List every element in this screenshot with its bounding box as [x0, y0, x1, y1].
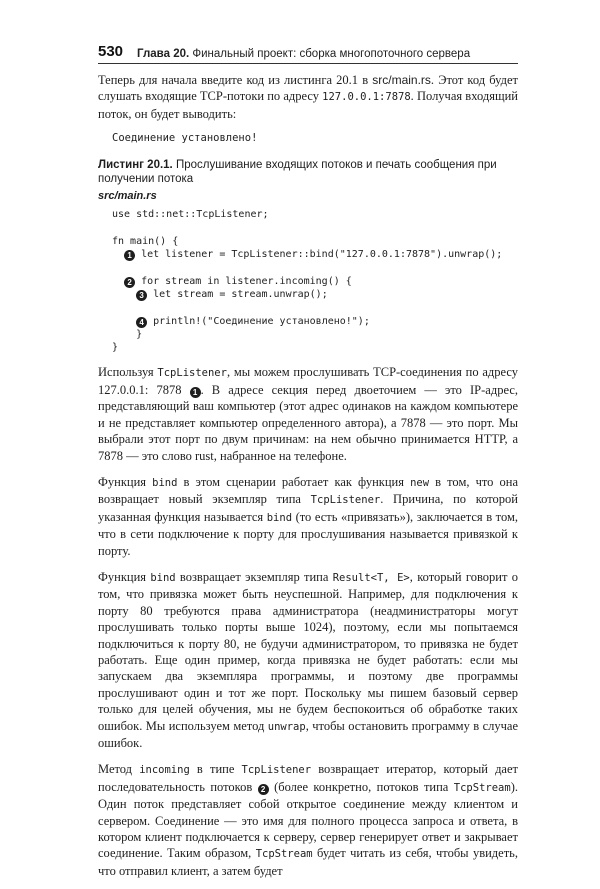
chapter-heading: [137, 48, 470, 60]
marker-2-icon: 2: [124, 277, 135, 288]
text: . Этот код будет слушать входящие TCP-потоки по адресу: [98, 73, 518, 104]
text: в типе: [189, 762, 242, 777]
text: Метод: [98, 762, 140, 777]
inline-code: new: [410, 476, 430, 489]
text: . В адресе секция перед двоеточием — это IP-адрес, представляющий ваш компьютер (этот адрес одинаков на каждом компьютере и не представляет компьютер определенного автора), а 7878 — это порт. Мы выбрали этот порт по двум причинам: на нем обычно принимается HTTP, а 7878 — это слово rust, набранное на телефоне.: [98, 382, 518, 463]
paragraph-intro: [98, 72, 518, 122]
marker-1-icon: 1: [124, 250, 135, 261]
inline-code: Result<T, E>: [332, 571, 410, 584]
inline-code: incoming: [139, 764, 190, 777]
text: , чтобы остановить программу в случае ошибок.: [98, 718, 518, 751]
listing-label: Листинг 20.1.: [98, 159, 173, 172]
listing-title: Прослушивание входящих потоков и печать сообщения при получении потока: [98, 159, 497, 186]
program-output: Соединение установлено!: [112, 132, 258, 145]
paragraph-incoming: [98, 761, 518, 879]
code-line: [112, 289, 328, 300]
paragraph-tcplistener: [98, 364, 518, 463]
marker-2-icon: 2: [258, 784, 269, 795]
inline-code: bind: [152, 476, 178, 489]
marker-1-icon: 1: [190, 387, 201, 398]
code-text: println!("Соединение установлено!");: [147, 315, 370, 327]
inline-code: TcpStream: [255, 848, 313, 861]
code-text: }: [112, 342, 119, 354]
code-line: [112, 329, 142, 340]
code-line: [112, 249, 502, 260]
inline-code: bind: [266, 511, 293, 524]
text: , который говорит о том, что привязка может быть неуспешной. Например, для подключения к порту 80 требуются права администратора (неадминистраторы могут прослушивать только порты выше 1024), поэтому, если мы попытаемся подключиться к порту 80, не будучи администратором, то привязка не будет работать. Еще один пример, когда привязка не будет работать: если мы запускаем два экземпляра программы, и поэтому две программы прослушивают один и тот же порт. Поскольку мы пишем базовый сервер только для целей обучения, мы не будем беспокоиться об обработке таких ошибок. Мы используем метод: [98, 569, 518, 733]
code-text: fn main() {: [112, 235, 179, 247]
code-text: }: [112, 328, 143, 340]
inline-code: bind: [150, 571, 176, 584]
marker-3-icon: 3: [136, 290, 147, 301]
paragraph-bind: [98, 474, 518, 559]
inline-code: TcpListener: [157, 367, 227, 380]
text: (то есть «привязать»), заключается в том, что в сети подключение к порту для прослушивания называется привязкой к порту.: [98, 509, 519, 558]
inline-code: TcpListener: [241, 764, 312, 777]
inline-code: TcpStream: [453, 781, 511, 794]
text: Функция: [98, 569, 151, 584]
running-header: [98, 38, 518, 64]
inline-code: 127.0.0.1:7878: [322, 91, 411, 104]
inline-code: TcpListener: [310, 494, 381, 507]
text: возвращает экземпляр типа: [175, 569, 333, 584]
code-text: let stream = stream.unwrap();: [147, 289, 328, 300]
text: будет читать из себя, чтобы увидеть, что отправил клиент, а затем будет: [98, 846, 518, 878]
code-line: [112, 276, 352, 287]
paragraph-result: [98, 569, 518, 751]
code-text: for stream in listener.incoming() {: [135, 275, 352, 287]
text: . Получая входящий поток, он будет выводить:: [98, 89, 518, 121]
text: Функция: [98, 474, 153, 489]
text: возвращает итератор, который дает последовательность потоков: [98, 762, 518, 794]
text: ). Один поток представляет собой открытое соединение между клиентом и сервером. Соединение — это имя для полного процесса запроса и ответа, в котором клиент подключается к серверу, сервер генерирует ответ и закрывает соединение. Таким образом,: [98, 779, 518, 861]
text: в том, что она возвращает новый экземпляр типа: [98, 474, 518, 507]
code-text: let listener = TcpListener::bind("127.0.0.1:7878").unwrap();: [135, 249, 503, 261]
code-line: [112, 236, 178, 247]
code-line: [112, 342, 118, 353]
text: Используя: [98, 365, 158, 380]
text: (более конкретно, потоков типа: [268, 779, 454, 794]
chapter-label: Глава 20.: [137, 48, 190, 60]
inline-code: unwrap: [267, 720, 306, 733]
listing-filename: src/main.rs: [98, 190, 157, 203]
code-line: [112, 209, 269, 220]
code-text: use std::net::TcpListener;: [112, 209, 269, 221]
chapter-title: Финальный проект: сборка многопоточного сервера: [192, 48, 471, 60]
text: Теперь для начала введите код из листинга 20.1 в: [98, 73, 373, 87]
text: , мы можем прослушивать TCP-соединения по адресу 127.0.0.1: 7878: [98, 365, 519, 397]
inline-code: src/main.rs: [372, 73, 431, 87]
code-listing: [112, 208, 518, 354]
marker-4-icon: 4: [136, 317, 147, 328]
code-line: [112, 316, 370, 327]
page-number: 530: [98, 43, 124, 60]
page-content: [98, 72, 518, 889]
text: . Причина, по которой указанная функция называется: [98, 492, 518, 524]
listing-caption: [98, 158, 518, 186]
text: в этом сценарии работает как функция: [177, 474, 411, 489]
